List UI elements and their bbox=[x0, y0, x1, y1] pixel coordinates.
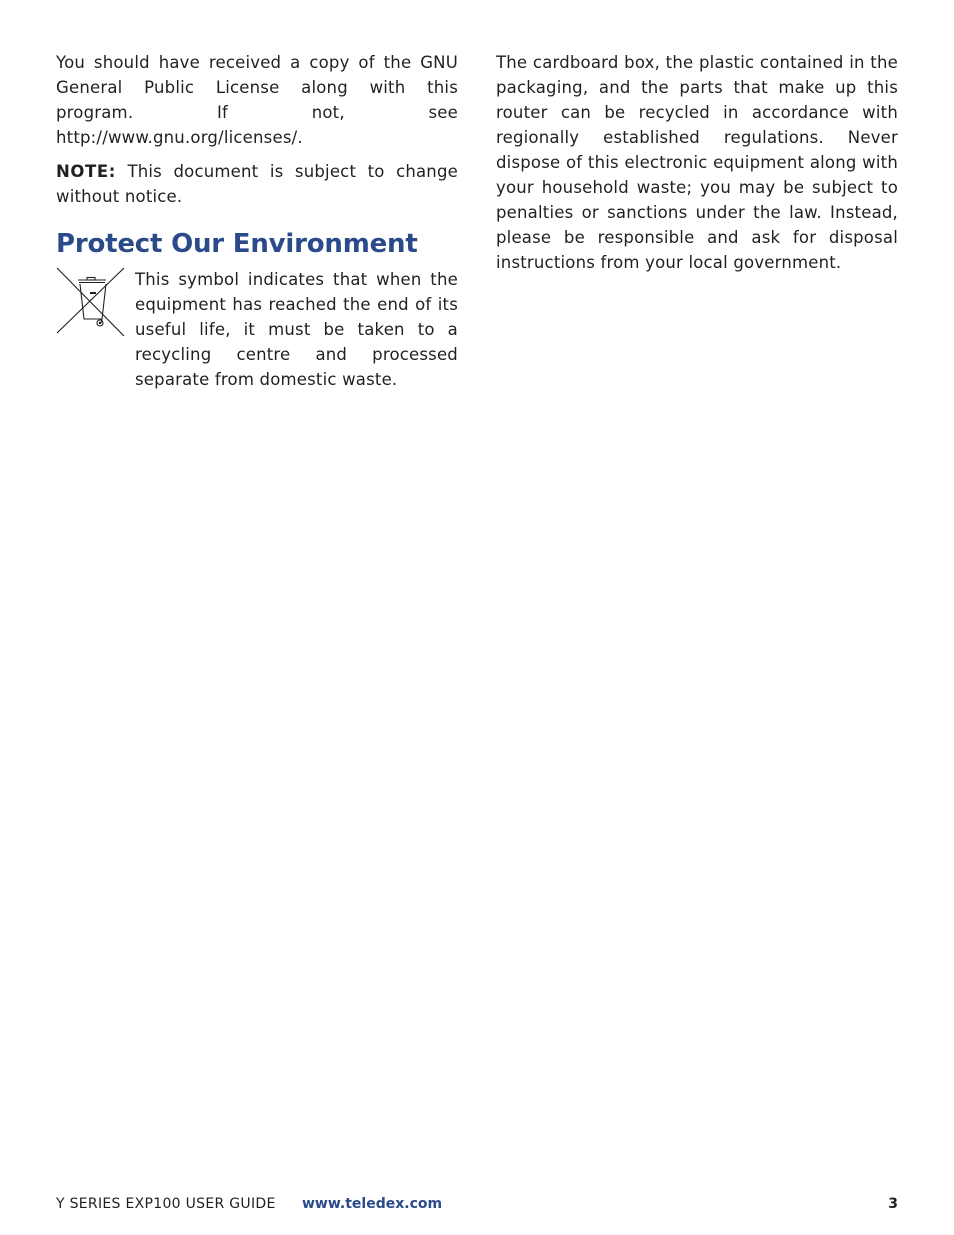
footer-website-link[interactable]: www.teledex.com bbox=[302, 1196, 443, 1212]
note-paragraph bbox=[56, 159, 458, 209]
footer-guide-title: Y SERIES EXP100 USER GUIDE bbox=[56, 1196, 276, 1212]
page-number: 3 bbox=[888, 1196, 898, 1212]
environment-block bbox=[56, 267, 458, 397]
section-title: Protect Our Environment bbox=[56, 229, 418, 259]
symbol-description: This symbol indicates that when the equipment has reached the end of its useful life, it must be taken to a recycling centre and processed separate from domestic waste. bbox=[135, 270, 458, 389]
recycling-paragraph: The cardboard box, the plastic contained in the packaging, and the parts that make up this router can be recycled in accordance with regionally established regulations. Never dispose of this electronic equipment along with your household waste; you may be subject to penalties or sanctions under the law. Instead, please be responsible and ask for disposal instructions from your local government. bbox=[496, 53, 898, 272]
left-column bbox=[56, 50, 458, 397]
note-text: This document is subject to change without notice. bbox=[56, 162, 458, 206]
crossed-out-wheelie-bin-icon bbox=[56, 267, 128, 339]
license-paragraph: You should have received a copy of the GNU General Public License along with this program. If not, see http://www.gnu.org/licenses/. bbox=[56, 53, 458, 147]
page-footer bbox=[56, 1193, 898, 1215]
right-column bbox=[496, 50, 898, 275]
note-label: NOTE: bbox=[56, 162, 116, 181]
